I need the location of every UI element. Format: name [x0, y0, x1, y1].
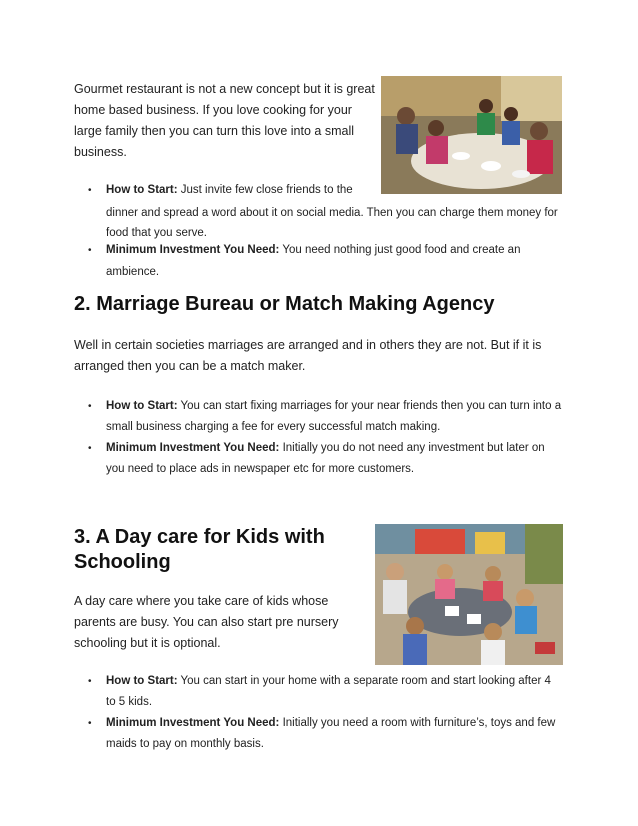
bullet-icon: •	[88, 676, 92, 687]
list-item-label: Minimum Investment You Need:	[106, 442, 280, 454]
paragraph-line: business.	[74, 145, 127, 159]
list-item	[106, 180, 353, 201]
bullet-icon: •	[88, 443, 92, 454]
bullet-icon: •	[88, 718, 92, 729]
list-item-continuation: maids to pay on monthly basis.	[106, 738, 264, 750]
list-item-continuation: ambience.	[106, 266, 160, 278]
section-heading: 3. A Day care for Kids with	[74, 526, 325, 548]
list-item-text: You can start fixing marriages for your near friends then you can turn into a	[177, 400, 562, 412]
list-item	[106, 438, 545, 459]
list-item-continuation: to 5 kids.	[106, 696, 153, 708]
list-item	[106, 713, 555, 734]
list-item-label: Minimum Investment You Need:	[106, 244, 280, 256]
list-item-text: You can start in your home with a separate room and start looking after 4	[177, 675, 551, 687]
list-item-text: You need nothing just good food and create an	[279, 244, 521, 256]
list-item-continuation: dinner and spread a word about it on social media. Then you can charge them money for	[106, 207, 558, 219]
list-item	[106, 671, 551, 692]
bullet-icon: •	[88, 401, 92, 412]
list-item	[106, 240, 520, 261]
list-item-text: Initially you need a room with furniture’s, toys and few	[279, 717, 556, 729]
paragraph-line: schooling but it is optional.	[74, 636, 221, 650]
paragraph-line: home based business. If you love cooking for your	[74, 103, 352, 117]
paragraph-line: arranged then you can be a match maker.	[74, 359, 306, 373]
bullet-icon: •	[88, 245, 92, 256]
list-item-label: Minimum Investment You Need:	[106, 717, 280, 729]
list-item-label: How to Start:	[106, 400, 178, 412]
paragraph-line: Gourmet restaurant is not a new concept but it is great	[74, 82, 375, 96]
section-heading: Schooling	[74, 551, 171, 573]
paragraph-line: Well in certain societies marriages are arranged and in others they are not. But if it is	[74, 338, 542, 352]
dinner-party-photo	[381, 76, 562, 194]
section-heading: 2. Marriage Bureau or Match Making Agency	[74, 293, 495, 315]
bullet-icon: •	[88, 185, 92, 196]
list-item-text: Initially you do not need any investment but later on	[279, 442, 545, 454]
list-item-continuation: you need to place ads in newspaper etc for more customers.	[106, 463, 415, 475]
list-item-continuation: food that you serve.	[106, 227, 208, 239]
paragraph-line: large family then you can turn this love into a small	[74, 124, 354, 138]
list-item-text: Just invite few close friends to the	[177, 184, 353, 196]
paragraph-line: A day care where you take care of kids whose	[74, 594, 329, 608]
paragraph-line: parents are busy. You can also start pre nursery	[74, 615, 339, 629]
list-item-label: How to Start:	[106, 675, 178, 687]
list-item	[106, 396, 561, 417]
kids-classroom-photo	[375, 524, 563, 665]
list-item-continuation: small business charging a fee for every successful match making.	[106, 421, 441, 433]
list-item-label: How to Start:	[106, 184, 178, 196]
